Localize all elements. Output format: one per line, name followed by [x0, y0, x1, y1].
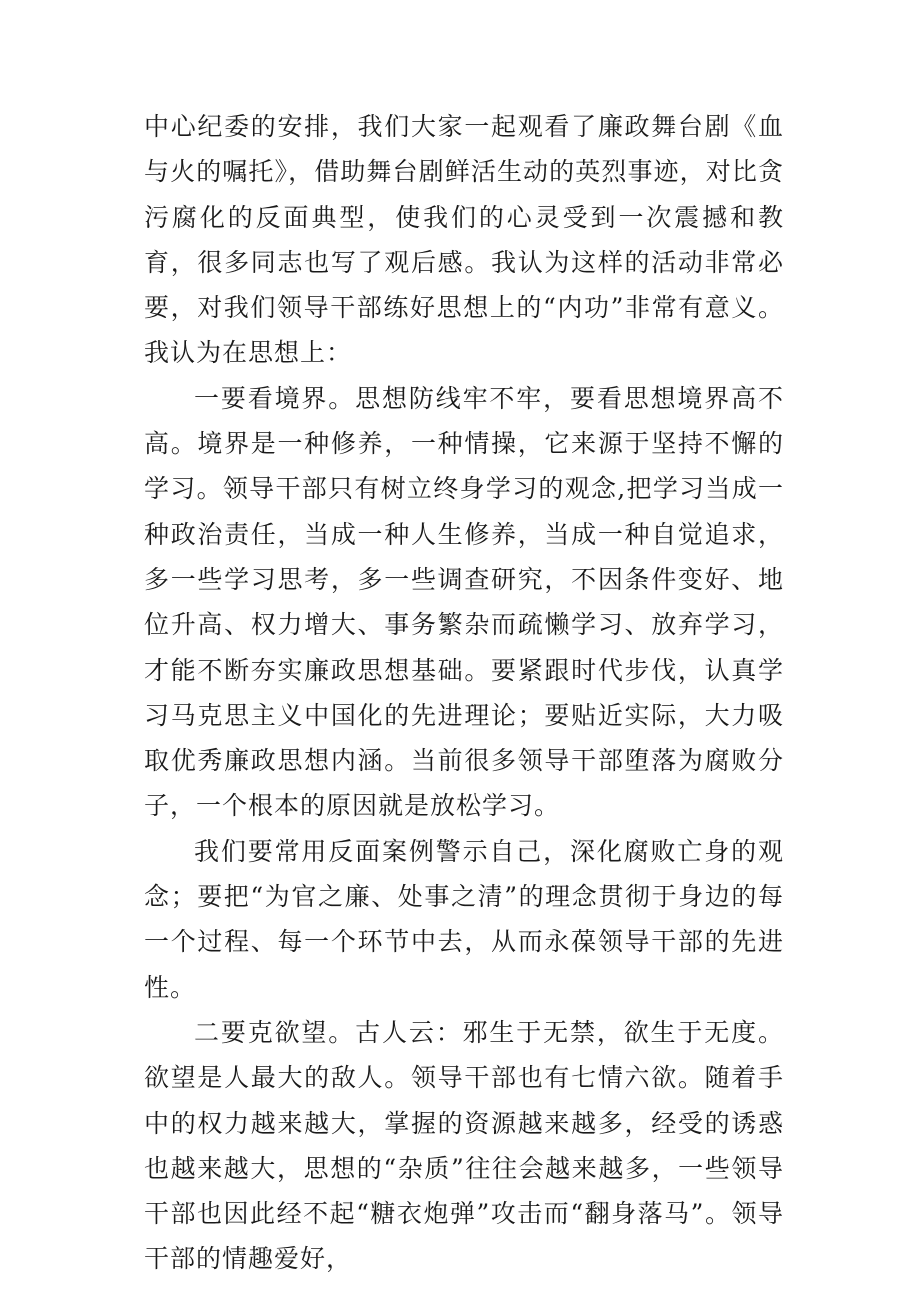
paragraph-warning: 我们要常用反面案例警示自己，深化腐败亡身的观念；要把“为官之廉、处事之清”的理念贯彻于身边的每一个过程、每一个环节中去，从而永葆领导干部的先进性。: [144, 836, 784, 1002]
paragraph-point-one: 一要看境界。思想防线牢不牢，要看思想境界高不高。境界是一种修养，一种情操，它来源于坚持不懈的学习。领导干部只有树立终身学习的观念,把学习当成一种政治责任，当成一种人生修养，当成一种自觉追求，多一些学习思考，多一些调查研究，不因条件变好、地位升高、权力增大、事务繁杂而疏懒学习、放弃学习，才能不断夯实廉政思想基础。要紧跟时代步伐，认真学习马克思主义中国化的先进理论；要贴近实际，大力吸取优秀廉政思想内涵。当前很多领导干部堕落为腐败分子，一个根本的原因就是放松学习。: [144, 383, 784, 821]
document-body: [144, 104, 784, 1282]
paragraph-intro: 中心纪委的安排，我们大家一起观看了廉政舞台剧《血与火的嘱托》，借助舞台剧鲜活生动的英烈事迹，对比贪污腐化的反面典型，使我们的心灵受到一次震撼和教育，很多同志也写了观后感。我认为这样的活动非常必要，对我们领导干部练好思想上的“内功”非常有意义。我认为在思想上：: [144, 112, 784, 368]
paragraph-point-two: 二要克欲望。古人云：邪生于无禁，欲生于无度。欲望是人最大的敌人。领导干部也有七情六欲。随着手中的权力越来越大，掌握的资源越来越多，经受的诱惑也越来越大，思想的“杂质”往往会越来越多，一些领导干部也因此经不起“糖衣炮弹”攻击而“翻身落马”。领导干部的情趣爱好，: [144, 1017, 785, 1274]
